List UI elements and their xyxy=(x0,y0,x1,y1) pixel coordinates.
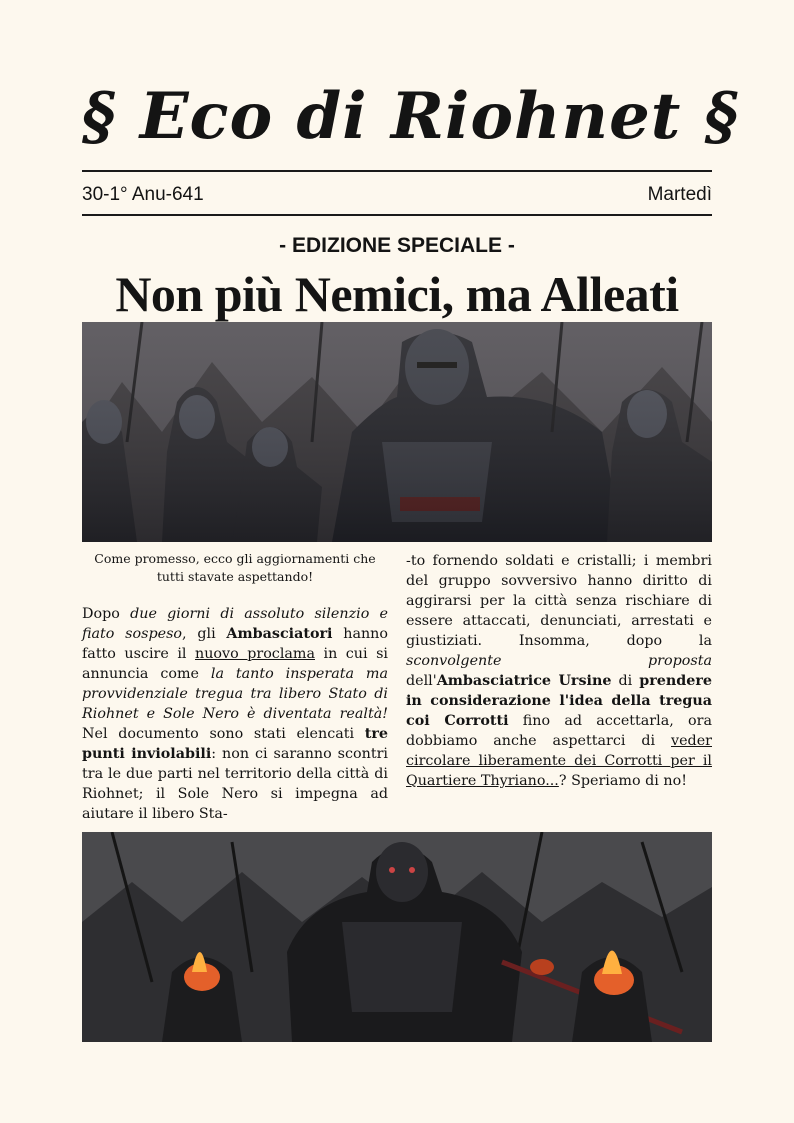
article-text-run: di xyxy=(611,673,640,689)
article-column-left xyxy=(82,604,388,824)
dark-knight-fire-image xyxy=(82,832,712,1042)
article-text-run: Dopo xyxy=(82,606,131,622)
article-text-run: in cui si annuncia come xyxy=(82,646,388,682)
masthead-title: § Eco di Riohnet § xyxy=(82,79,740,154)
armored-knights-image xyxy=(82,322,712,542)
article-text-run: tre punti inviolabili xyxy=(82,726,388,762)
article-column-right xyxy=(406,551,712,791)
article-text-run: prendere in considerazione l'idea della tregua coi Corrotti xyxy=(406,673,712,729)
article-text-run: , gli xyxy=(182,626,227,642)
article-text-run: ? Speriamo di no! xyxy=(558,773,687,789)
article-text-run: la tanto insperata ma provvidenziale tregua tra libero Stato di Riohnet e Sole Nero è diventata realtà! xyxy=(82,666,388,722)
article-text-run: Ambasciatori xyxy=(226,626,333,642)
image-caption: Come promesso, ecco gli aggiornamenti che tutti stavate aspettando! xyxy=(94,551,376,584)
dateline xyxy=(82,182,712,208)
edition-kicker: - EDIZIONE SPECIALE - xyxy=(279,234,515,257)
issue-date: 30-1° Anu-641 xyxy=(82,184,204,205)
article-text-run: veder circolare liberamente dei Corrotti per il Quartiere Thyriano... xyxy=(406,733,712,789)
article-text-run: Nel documento sono stati elencati xyxy=(82,726,365,742)
bottom-rule xyxy=(82,214,712,216)
article-text-run: fino ad accettarla, ora dobbiamo anche aspettarci di xyxy=(406,713,712,749)
top-rule xyxy=(82,170,712,172)
article-text-run: nuovo proclama xyxy=(195,646,315,662)
article-paragraph-left xyxy=(82,604,388,824)
article-text-run: -to fornendo soldati e cristalli; i membri del gruppo sovversivo hanno diritto di aggirarsi per la città senza rischiare di essere attaccati, denunciati, arrestati e giustiziati. Insomma, dopo la xyxy=(406,553,712,649)
headline: Non più Nemici, ma Alleati xyxy=(115,266,679,322)
article-paragraph-right xyxy=(406,551,712,791)
issue-day: Martedì xyxy=(647,184,712,205)
article-text-run: sconvolgente proposta xyxy=(406,653,712,669)
article-text-run: hanno fatto uscire il xyxy=(82,626,388,662)
article-text-run: Ambasciatrice Ursine xyxy=(436,673,612,689)
article-text-run: due giorni di assoluto silenzio e fiato sospeso xyxy=(82,606,389,642)
article-text-run: dell' xyxy=(406,673,437,689)
article-text-run: : non ci saranno scontri tra le due parti nel territorio della città di Riohnet; il Sole Nero si impegna ad aiutare il libero Sta- xyxy=(82,746,388,822)
